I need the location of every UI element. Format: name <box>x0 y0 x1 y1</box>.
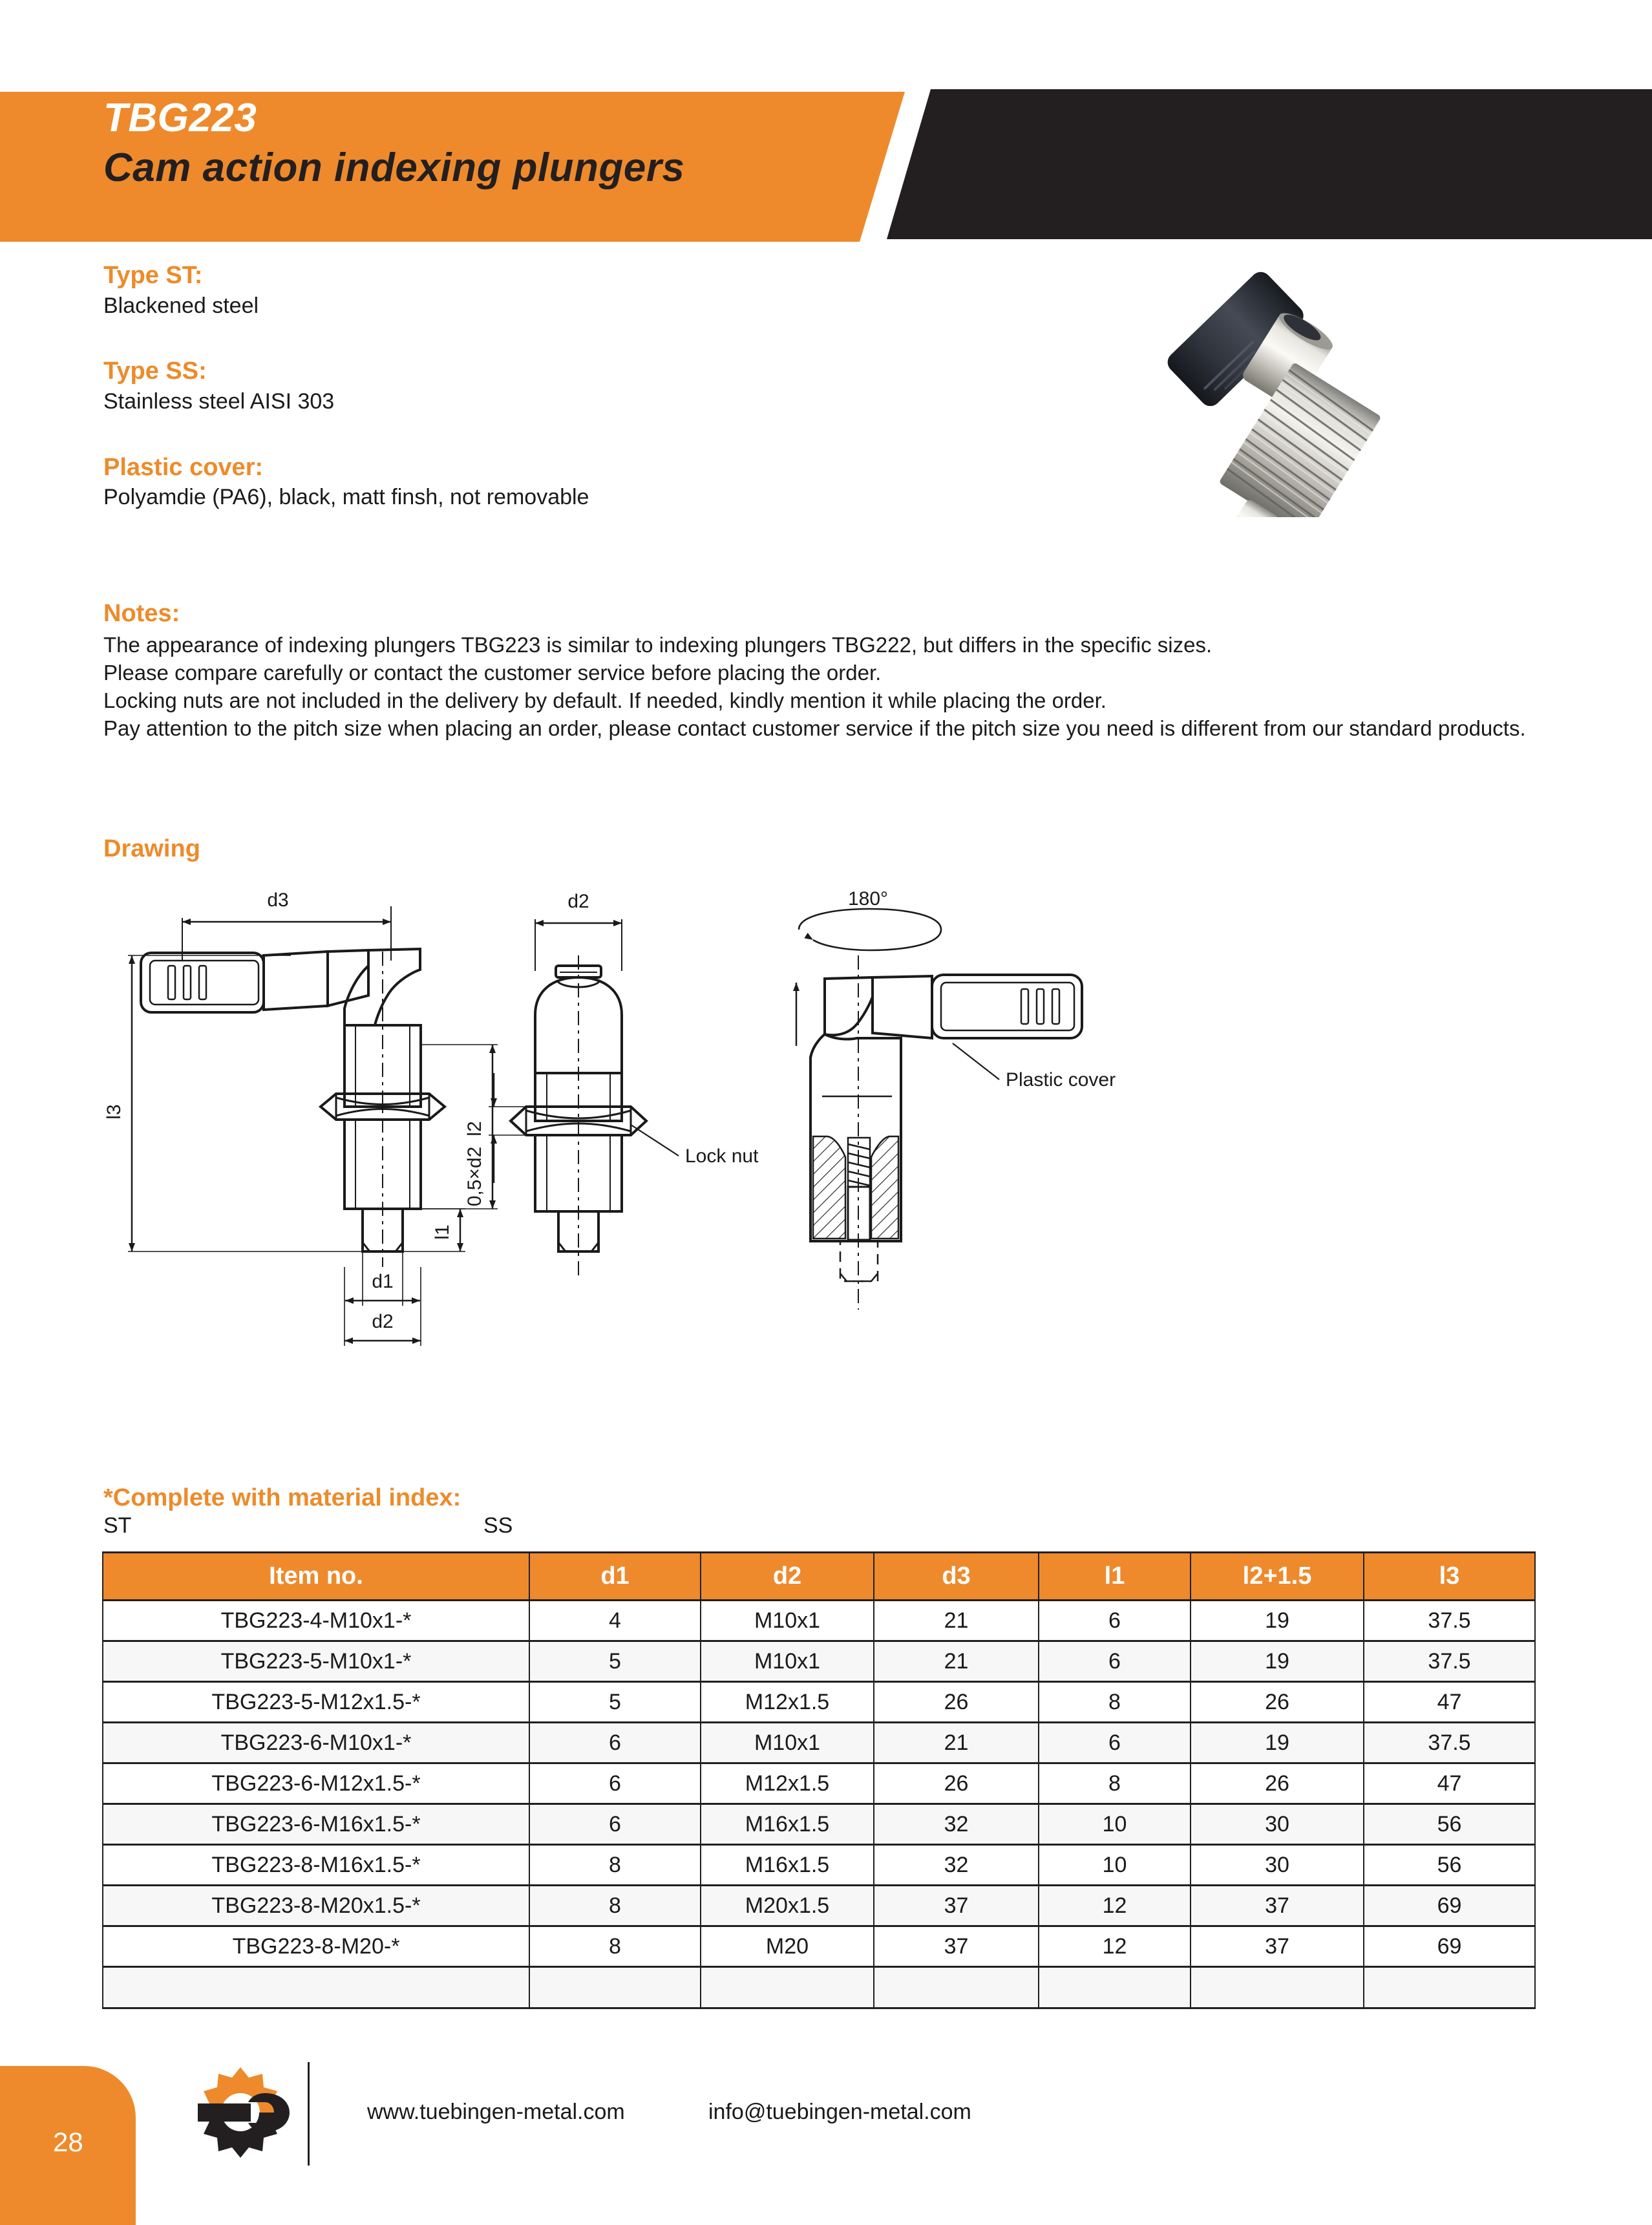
cell-d2 <box>701 1967 874 2008</box>
cell-item-no: TBG223-6-M12x1.5-* <box>103 1763 529 1804</box>
spec-heading-plastic-cover: Plastic cover: <box>103 453 264 481</box>
cell-item-no: TBG223-4-M10x1-* <box>103 1601 529 1641</box>
cell-item-no: TBG223-8-M20x1.5-* <box>103 1886 529 1926</box>
table-row <box>103 1845 1535 1886</box>
page-title: Cam action indexing plungers <box>103 145 685 191</box>
dimensions-table-wrapper <box>102 1551 1534 2009</box>
cell-d3: 37 <box>874 1886 1039 1926</box>
dim-label-half-d2: 0,5×d2 <box>464 1146 485 1207</box>
cell-d3: 26 <box>874 1763 1039 1804</box>
cell-l2: 30 <box>1191 1804 1364 1845</box>
spec-heading-type-ss: Type SS: <box>103 357 207 385</box>
table-row <box>103 1641 1535 1682</box>
cell-d2: M16x1.5 <box>701 1804 874 1845</box>
cell-l2: 19 <box>1191 1601 1364 1641</box>
annotation-plastic-cover: Plastic cover <box>1006 1069 1116 1091</box>
material-code-ss: SS <box>483 1513 513 1538</box>
notes-section <box>103 600 1571 743</box>
dim-label-d2-side: d2 <box>567 891 589 912</box>
cell-item-no: TBG223-8-M16x1.5-* <box>103 1845 529 1886</box>
column-header-l2: l2+1.5 <box>1191 1553 1364 1601</box>
cell-d1: 8 <box>529 1845 701 1886</box>
cell-d1: 5 <box>529 1682 701 1723</box>
notes-heading: Notes: <box>103 600 180 627</box>
cell-item-no <box>103 1967 529 2008</box>
notes-line-4: Pay attention to the pitch size when placing an order, please contact customer service if the pitch size you need is different from our standard products. <box>103 716 1526 740</box>
cell-l2 <box>1191 1967 1364 2008</box>
cell-item-no: TBG223-6-M16x1.5-* <box>103 1804 529 1845</box>
product-photo <box>1125 271 1512 517</box>
material-specs <box>103 261 1060 511</box>
company-logo <box>189 2060 292 2169</box>
spacer <box>103 319 1060 357</box>
cell-d3: 26 <box>874 1682 1039 1723</box>
annotation-lock-nut: Lock nut <box>685 1145 759 1167</box>
cell-l2: 26 <box>1191 1763 1364 1804</box>
cell-l1: 12 <box>1039 1886 1191 1926</box>
table-header-row <box>103 1553 1535 1601</box>
column-header-d2: d2 <box>701 1553 874 1601</box>
cell-l2: 26 <box>1191 1682 1364 1723</box>
cell-l3: 69 <box>1364 1926 1535 1967</box>
cell-d1: 8 <box>529 1926 701 1967</box>
spacer <box>103 416 1060 453</box>
dim-label-l1: l1 <box>432 1224 453 1240</box>
cell-d2: M10x1 <box>701 1601 874 1641</box>
banner-black-band <box>887 89 1652 239</box>
dim-label-d2-front: d2 <box>372 1311 394 1332</box>
cell-l3: 69 <box>1364 1886 1535 1926</box>
dim-label-d3: d3 <box>267 889 289 911</box>
cell-d3: 32 <box>874 1804 1039 1845</box>
table-row <box>103 1763 1535 1804</box>
column-header-l3: l3 <box>1364 1553 1535 1601</box>
table-row <box>103 1804 1535 1845</box>
column-header-item-no: Item no. <box>103 1553 529 1601</box>
product-code: TBG223 <box>103 96 257 140</box>
cell-d2: M20 <box>701 1926 874 1967</box>
cell-l2: 19 <box>1191 1641 1364 1682</box>
cell-d1: 4 <box>529 1601 701 1641</box>
notes-line-3: Locking nuts are not included in the delivery by default. If needed, kindly mention it while placing the order. <box>103 688 1107 712</box>
gear-wrench-logo-icon <box>189 2060 292 2169</box>
cell-d1: 6 <box>529 1723 701 1763</box>
cell-l1: 8 <box>1039 1763 1191 1804</box>
cell-d1: 6 <box>529 1763 701 1804</box>
spec-body-type-st: Blackened steel <box>103 293 259 318</box>
cell-l2: 19 <box>1191 1723 1364 1763</box>
table-row <box>103 1682 1535 1723</box>
cell-l3: 56 <box>1364 1804 1535 1845</box>
cell-l1: 10 <box>1039 1845 1191 1886</box>
annotation-rotation-180: 180° <box>847 888 889 910</box>
cell-l3: 37.5 <box>1364 1641 1535 1682</box>
cell-d2: M20x1.5 <box>701 1886 874 1926</box>
cell-d1: 6 <box>529 1804 701 1845</box>
dim-label-l3: l3 <box>103 1104 125 1120</box>
cell-l1: 8 <box>1039 1682 1191 1723</box>
column-header-d3: d3 <box>874 1553 1039 1601</box>
cell-d1: 5 <box>529 1641 701 1682</box>
cell-l3 <box>1364 1967 1535 2008</box>
cell-l1: 6 <box>1039 1601 1191 1641</box>
material-index-heading: *Complete with material index: <box>103 1484 461 1511</box>
company-email: info@tuebingen-metal.com <box>708 2100 971 2124</box>
cell-l3: 47 <box>1364 1682 1535 1723</box>
technical-drawing <box>97 879 1260 1461</box>
footer-divider <box>308 2062 310 2166</box>
drawing-view-section <box>796 888 1116 1310</box>
column-header-d1: d1 <box>529 1553 701 1601</box>
drawing-view-front <box>103 889 498 1346</box>
technical-drawing-svg <box>97 879 1260 1461</box>
notes-line-2: Please compare carefully or contact the customer service before placing the order. <box>103 660 882 685</box>
cell-l1 <box>1039 1967 1191 2008</box>
cell-l2: 37 <box>1191 1926 1364 1967</box>
banner-title-group <box>103 97 944 189</box>
table-row <box>103 1601 1535 1641</box>
cell-item-no: TBG223-5-M10x1-* <box>103 1641 529 1682</box>
cell-d2: M12x1.5 <box>701 1682 874 1723</box>
cell-item-no: TBG223-8-M20-* <box>103 1926 529 1967</box>
cell-l2: 30 <box>1191 1845 1364 1886</box>
spec-heading-type-st: Type ST: <box>103 262 203 289</box>
product-photo-illustration <box>1125 271 1512 517</box>
cell-l3: 37.5 <box>1364 1601 1535 1641</box>
page-number: 28 <box>53 2127 83 2157</box>
cell-d3: 21 <box>874 1723 1039 1763</box>
drawing-view-side <box>464 891 759 1280</box>
spec-body-plastic-cover: Polyamdie (PA6), black, matt finsh, not removable <box>103 485 589 510</box>
cell-d2: M10x1 <box>701 1723 874 1763</box>
spec-body-type-ss: Stainless steel AISI 303 <box>103 389 335 414</box>
cell-d3 <box>874 1967 1039 2008</box>
wrench-handle-icon <box>198 2103 251 2122</box>
column-header-l1: l1 <box>1039 1553 1191 1601</box>
cell-l3: 37.5 <box>1364 1723 1535 1763</box>
cell-l3: 47 <box>1364 1763 1535 1804</box>
cell-d2: M16x1.5 <box>701 1845 874 1886</box>
table-row <box>103 1723 1535 1763</box>
cell-d3: 32 <box>874 1845 1039 1886</box>
cell-l1: 10 <box>1039 1804 1191 1845</box>
cell-d3: 21 <box>874 1641 1039 1682</box>
cell-l3: 56 <box>1364 1845 1535 1886</box>
table-row <box>103 1926 1535 1967</box>
material-code-st: ST <box>103 1513 132 1538</box>
cell-d3: 37 <box>874 1926 1039 1967</box>
table-row-empty <box>103 1967 1535 2008</box>
material-index-section <box>103 1484 685 1543</box>
cell-l1: 6 <box>1039 1641 1191 1682</box>
dim-label-l2: l2 <box>464 1121 485 1136</box>
table-row <box>103 1886 1535 1926</box>
dimensions-table <box>102 1551 1536 2009</box>
dim-label-d1: d1 <box>372 1271 394 1292</box>
cell-d3: 21 <box>874 1601 1039 1641</box>
drawing-heading: Drawing <box>103 835 200 862</box>
cell-d1: 8 <box>529 1886 701 1926</box>
cell-item-no: TBG223-6-M10x1-* <box>103 1723 529 1763</box>
material-index-codes <box>103 1513 685 1543</box>
company-website: www.tuebingen-metal.com <box>367 2100 625 2124</box>
cell-l2: 37 <box>1191 1886 1364 1926</box>
cell-item-no: TBG223-5-M12x1.5-* <box>103 1682 529 1723</box>
cell-l1: 6 <box>1039 1723 1191 1763</box>
cell-d2: M10x1 <box>701 1641 874 1682</box>
cell-d2: M12x1.5 <box>701 1763 874 1804</box>
cell-d1 <box>529 1967 701 2008</box>
notes-line-1: The appearance of indexing plungers TBG223 is similar to indexing plungers TBG222, but differs in the specific sizes. <box>103 633 1213 657</box>
cell-l1: 12 <box>1039 1926 1191 1967</box>
